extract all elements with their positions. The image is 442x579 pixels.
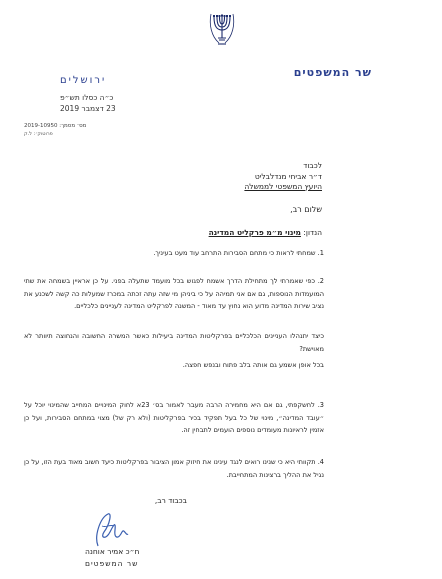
subject-label: הנדון:	[303, 228, 322, 237]
handwritten-signature-icon	[80, 506, 140, 552]
menorah-emblem-icon	[208, 8, 236, 48]
signer-title: שר המשפטים	[85, 559, 139, 568]
closing-line: בכבוד רב,	[154, 496, 187, 505]
hebrew-date: כ״ה כסלו תש״פ	[60, 93, 114, 102]
recipient-prefix: לכבוד	[303, 161, 322, 170]
greeting: שלום רב,	[290, 205, 322, 214]
paragraph-2: 2. כפי שאמרתי לך מתחילת הדרך אשמח לפגוש בכל מועמד שתעלה בפני. על כן אראיין בשמחה את שתי המועמדות הנוספות, גם אם אני תמיהה על כי ביניהן מי שזה עתה זכתה במכרז שמעלות כה קשה לשכנע את נציב שירות המדינה מדוע הוא נחוץ עד מאוד - המשנה לפרקליט המדינה לעניינים כלכליים.	[24, 277, 324, 310]
paragraph-question: כיצד יתנהלו העניינים הכלכליים בפרקליטות המדינה ביעילות כאשר המשרה החשובה והנחוצה תיוותר לא מאוישת?	[24, 332, 324, 353]
paragraph-1: 1. שמחתי לראות כי מתחם הסבירות התרחב עוד מעט בעיניך.	[153, 249, 324, 257]
subject-line	[209, 228, 322, 237]
ministry-title: שר המשפטים	[293, 66, 372, 79]
paragraph-4: 4. תקוותי היא כי שנינו רואים לנגד עינינו את חיזוק אמון הציבור בפרקליטות כיעד חשוב מאוד בעת הזו, על כן נגיל את ההליך ברצינות המתחייבת.	[24, 458, 324, 479]
city-label: ירושלים	[60, 75, 107, 86]
gregorian-date: 23 דצמבר 2019	[60, 104, 116, 113]
recipient-role: היועץ המשפטי לממשלה	[244, 182, 322, 191]
reference-code: פרוטוק׳: ל.ק	[24, 131, 53, 137]
document-number: מס׳ מסמך: 2019-10950	[24, 123, 87, 129]
paragraph-open-heart: בכל אופן אשמע גם אותה בלב פתוח ובנפש חפצה.	[182, 361, 324, 369]
signer-name: ח״כ אמיר אוחנה	[85, 547, 140, 556]
paragraph-3: 3. לחשקפתי, גם אם היא מחמירה הרבה מעבר לאמור בס׳ 23א לחוק המינויים המחייב שהמינוי יוכל על ״עובד המדינה״, מינוי של כל בעל תפקיד בכיר בפרקליטות (ולא רק של) מצוי במתחם הסבירות, ועל כן אזמין לראיונות מעומדים נוספים הועמים לתבחין זה.	[24, 401, 324, 434]
recipient-name: ד״ר אביחי מנדלבליט	[254, 171, 322, 181]
recipient-block	[244, 161, 322, 193]
subject-text: מינוי מ״מ פרקליט המדינה	[208, 228, 301, 237]
